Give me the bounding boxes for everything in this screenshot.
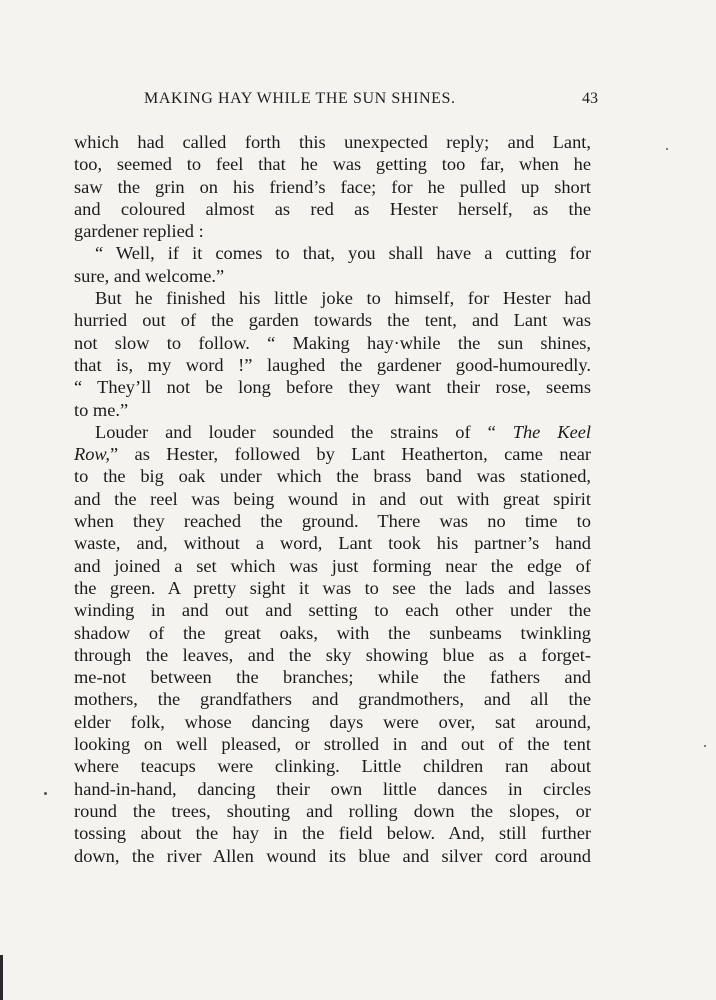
- line-text: and the reel was being wound in and out with great spirit: [74, 488, 591, 509]
- text-line: [74, 599, 591, 621]
- text-line: [74, 354, 591, 376]
- page-edge: [0, 955, 3, 1000]
- line-text: gardener replied :: [74, 221, 204, 242]
- text-line: [74, 711, 591, 733]
- line-text: where teacups were clinking. Little children ran about: [74, 756, 591, 777]
- line-text: sure, and welcome.”: [74, 265, 225, 286]
- line-text: round the trees, shouting and rolling down the slopes, or: [74, 800, 591, 821]
- line-text: too, seemed to feel that he was getting too far, when he: [74, 154, 591, 175]
- speck-mark: [704, 745, 706, 747]
- italic-title-text: Row,: [74, 444, 110, 465]
- text-line: [74, 265, 591, 287]
- line-text: winding in and out and setting to each other under the: [74, 600, 591, 621]
- text-line: [74, 822, 591, 844]
- text-line: [74, 198, 591, 220]
- line-text: waste, and, without a word, Lant took his partner’s hand: [74, 533, 591, 554]
- text-line: [74, 332, 591, 354]
- text-line: [74, 644, 591, 666]
- line-text: me-not between the branches; while the fathers and: [74, 667, 591, 688]
- text-line: [74, 309, 591, 331]
- text-line: [74, 688, 591, 710]
- line-text: hurried out of the garden towards the tent, and Lant was: [74, 310, 591, 331]
- line-text: “ Well, if it comes to that, you shall have a cutting for: [95, 243, 591, 264]
- line-text: elder folk, whose dancing days were over, sat around,: [74, 711, 591, 732]
- line-text: ” as Hester, followed by Lant Heatherton, came near: [109, 444, 591, 465]
- line-text: hand-in-hand, dancing their own little dances in circles: [74, 778, 591, 799]
- body-text: [74, 131, 591, 867]
- text-line: [74, 800, 591, 822]
- line-text: to the big oak under which the brass band was stationed,: [74, 466, 591, 487]
- italic-title-text: The Keel: [512, 421, 591, 442]
- line-text: looking on well pleased, or strolled in and out of the tent: [74, 734, 591, 755]
- line-text: and coloured almost as red as Hester herself, as the: [74, 198, 591, 219]
- line-text: saw the grin on his friend’s face; for he pulled up short: [74, 176, 591, 197]
- text-line: [74, 733, 591, 755]
- text-line: [74, 510, 591, 532]
- text-line: [74, 532, 591, 554]
- line-text: But he finished his little joke to himself, for Hester had: [95, 288, 591, 309]
- line-text: mothers, the grandfathers and grandmothers, and all the: [74, 689, 591, 710]
- text-line: [74, 555, 591, 577]
- page-header: [74, 90, 598, 116]
- text-line: [74, 845, 591, 867]
- line-text: Louder and louder sounded the strains of “: [95, 421, 513, 442]
- line-text: the green. A pretty sight it was to see the lads and lasses: [74, 577, 591, 598]
- text-line: [74, 131, 591, 153]
- line-text: down, the river Allen wound its blue and silver cord around: [74, 845, 591, 866]
- text-line: [74, 443, 591, 465]
- text-line: [74, 488, 591, 510]
- page-number: 43: [582, 90, 598, 107]
- text-line: [74, 220, 591, 242]
- text-line: [74, 622, 591, 644]
- text-line: [74, 755, 591, 777]
- line-text: shadow of the great oaks, with the sunbeams twinkling: [74, 622, 591, 643]
- line-text: “ They’ll not be long before they want their rose, seems: [74, 377, 591, 398]
- text-line: [74, 153, 591, 175]
- text-line: [74, 176, 591, 198]
- text-line: [74, 666, 591, 688]
- text-line: [74, 376, 591, 398]
- text-line: [74, 421, 591, 443]
- running-head: MAKING HAY WHILE THE SUN SHINES.: [144, 90, 456, 107]
- text-line: [74, 778, 591, 800]
- text-line: [74, 465, 591, 487]
- text-line: [74, 577, 591, 599]
- line-text: that is, my word !” laughed the gardener good-humouredly.: [74, 354, 591, 375]
- line-text: when they reached the ground. There was no time to: [74, 511, 591, 532]
- speck-mark: [666, 148, 668, 150]
- line-text: to me.”: [74, 399, 129, 420]
- text-line: [74, 287, 591, 309]
- line-text: tossing about the hay in the field below. And, still further: [74, 823, 591, 844]
- line-text: and joined a set which was just forming near the edge of: [74, 555, 591, 576]
- text-line: [74, 242, 591, 264]
- line-text: not slow to follow. “ Making hay·while the sun shines,: [74, 332, 591, 353]
- line-text: which had called forth this unexpected reply; and Lant,: [74, 132, 591, 152]
- line-text: through the leaves, and the sky showing blue as a forget-: [74, 644, 591, 665]
- text-line: [74, 399, 591, 421]
- speck-mark: [44, 792, 47, 795]
